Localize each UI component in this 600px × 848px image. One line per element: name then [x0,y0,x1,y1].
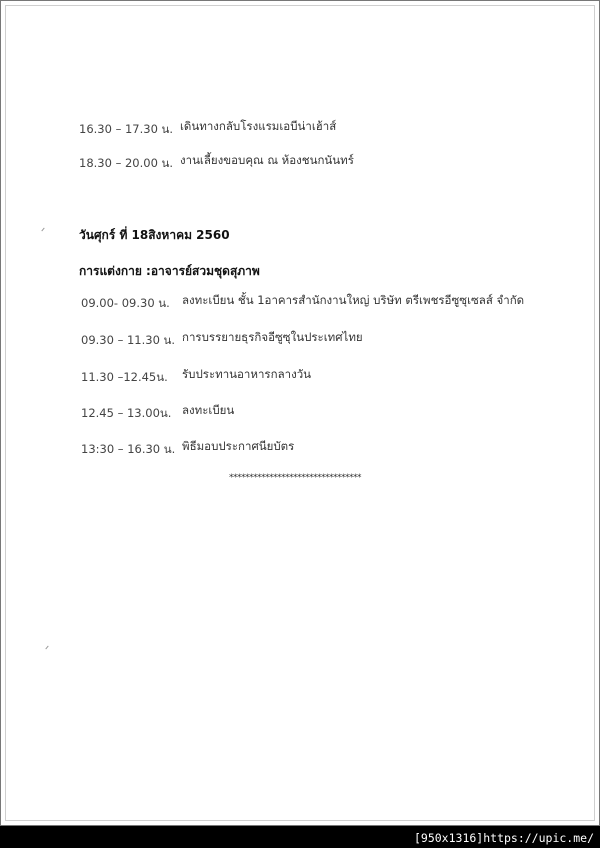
time-slot: 09.00- 09.30 น. [81,296,170,310]
time-slot: 12.45 – 13.00น. [81,406,172,420]
time-slot: 09.30 – 11.30 น. [81,333,176,347]
activity: พิธีมอบประกาศนียบัตร [182,439,295,453]
time-slot: 16.30 – 17.30 น. [79,122,174,136]
footer-watermark: [950x1316]https://upic.me/ [413,831,594,845]
activity: การบรรยายธุรกิจอีซูซุในประเทศไทย [182,330,363,344]
time-slot: 13:30 – 16.30 น. [81,442,176,456]
activity: เดินทางกลับโรงแรมเอบีน่าเฮ้าส์ [180,119,337,133]
activity: งานเลี้ยงขอบคุณ ณ ห้องชนกนันทร์ [180,153,354,167]
activity: ลงทะเบียน ชั้น 1อาคารสำนักงานใหญ่ บริษัท ตรีเพชรอีซูซุเซลส์ จำกัด [182,293,525,307]
dress-code: การแต่งกาย :อาจารย์สวมชุดสุภาพ [79,264,260,278]
day-heading: วันศุกร์ ที่ 18สิงหาคม 2560 [79,228,230,242]
end-marker: ********************************* [229,473,361,483]
time-slot: 11.30 –12.45น. [81,370,168,384]
time-slot: 18.30 – 20.00 น. [79,156,174,170]
activity: รับประทานอาหารกลางวัน [182,367,312,381]
activity: ลงทะเบียน [182,403,235,417]
